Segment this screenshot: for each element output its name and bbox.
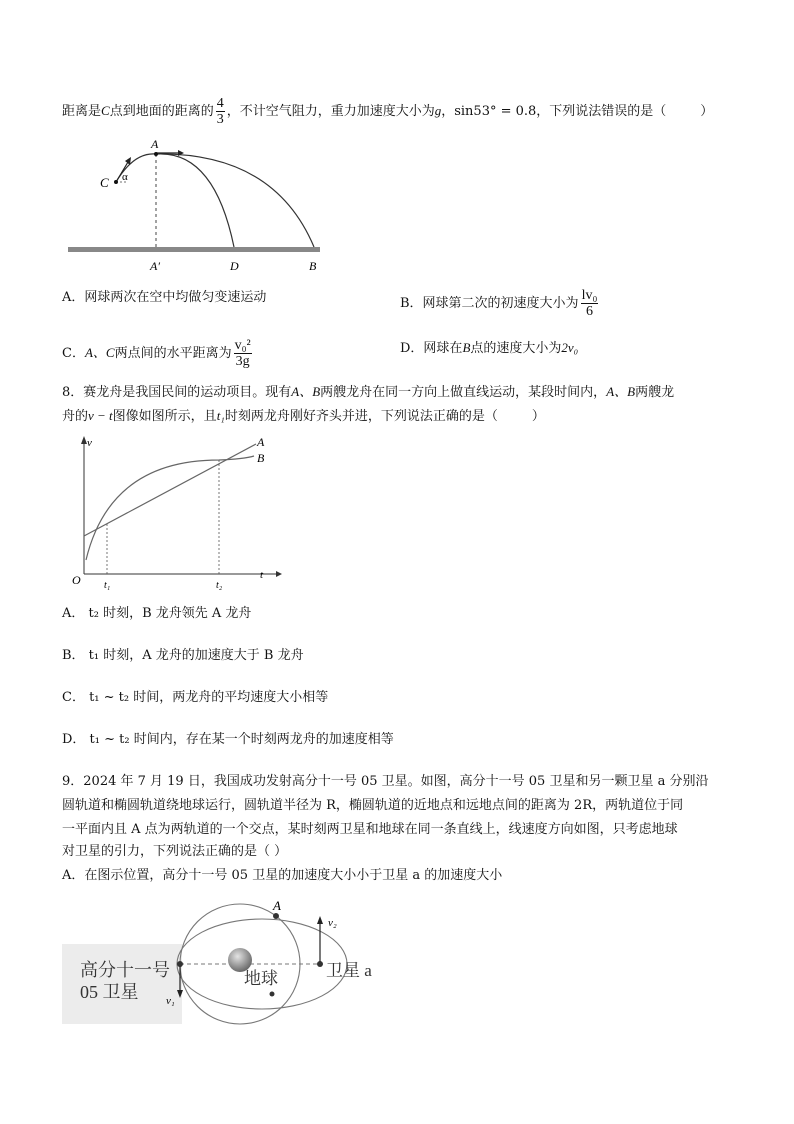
label-satellite-name-1: 高分十一号 [80,960,170,980]
fraction-4-3: $\frac{4}{3}$ [216,96,224,127]
q9-stem-line-1: 9．2024 年 7 月 19 日，我国成功发射高分十一号 05 卫星。如图，高分十一号 05 卫星和另一颗卫星 a 分别沿 [62,774,709,789]
q7-option-d: D．网球在B点的速度大小为2v₀ [400,340,579,356]
q9-stem-line-4: 对卫星的引力，下列说法正确的是（ ） [62,844,288,859]
arrow-head-icon [125,157,131,165]
q7-stem-line: 距离是C点到地面的距离的 $\frac{4}{3}$ ，不计空气阻力，重力加速度大小为g，sin53° = 0.8，下列说法错误的是（ ） [62,96,714,127]
q8-stem-line-1: 8．赛龙舟是我国民间的运动项目。现有A、B两艘龙舟在同一方向上做直线运动，某段时间内，A、B两艘龙 [62,384,675,400]
q7-trajectory-figure [64,132,324,274]
q9-orbit-figure [62,892,372,1032]
label-a: A [273,898,281,913]
label-c: C [100,175,109,190]
ground [68,247,320,252]
q8-stem-line-2: 舟的v − t图像如图所示，且t₁时刻两龙舟刚好齐头并进，下列说法正确的是（ ） [62,408,545,424]
q8-option-c: C． t₁ ~ t₂ 时间，两龙舟的平均速度大小相等 [62,690,329,705]
label-a: A [257,435,265,449]
label-earth: 地球 [244,969,278,988]
label-v: v [87,437,92,449]
line-a [84,444,256,536]
label-b: B [257,451,265,465]
label-alpha: α [122,171,128,183]
trajectory-a-to-b [156,154,314,247]
q9-stem-line-2: 圆轨道和椭圆轨道绕地球运行，圆轨道半径为 R，椭圆轨道的近地点和远地点间的距离为 2R，两轨道位于同 [62,798,684,813]
q8-option-a: A． t₂ 时刻，B 龙舟领先 A 龙舟 [62,606,252,621]
q7-option-a: A．网球两次在空中均做匀变速运动 [62,290,267,305]
q8-vt-graph [64,432,284,594]
label-d: D [230,259,239,273]
q9-option-a: A．在图示位置，高分十一号 05 卫星的加速度大小小于卫星 a 的加速度大小 [62,868,503,883]
label-t: t [260,569,264,581]
label-v2: v₂ [328,917,337,929]
point-a [154,152,158,156]
label-a: A [151,137,159,151]
label-v1: v₁ [166,995,175,1007]
fraction-option-c: $\frac{\text{v₀²}}{3g}$ [234,338,251,369]
label-b: B [309,259,317,273]
label-satellite-a: 卫星 a [326,961,372,980]
q7-option-b: B．网球第二次的初速度大小为 $\frac{\text{lv₀}}{6}$ [400,288,598,319]
orbit-point [270,992,275,997]
q7-option-c: C．A、C两点间的水平距离为 $\frac{\text{v₀²}}{3g}$ [62,338,251,369]
label-t1: t₁ [104,580,111,591]
fraction-option-b: $\frac{\text{lv₀}}{6}$ [581,288,598,319]
arrow-head-icon [317,916,323,924]
label-satellite-name-2: 05 卫星 [80,982,139,1002]
label-t2: t₂ [216,580,223,591]
curve-b [86,456,254,560]
point-a [273,913,279,919]
label-a-prime: A′ [150,259,160,273]
label-origin: O [72,573,81,587]
point-c [114,180,118,184]
q8-option-b: B． t₁ 时刻，A 龙舟的加速度大于 B 龙舟 [62,648,304,663]
q8-option-d: D． t₁ ~ t₂ 时间内，存在某一个时刻两龙舟的加速度相等 [62,732,394,747]
q9-stem-line-3: 一平面内且 A 点为两轨道的一个交点，某时刻两卫星和地球在同一条直线上，线速度方向如图，只考虑地球 [62,822,678,837]
trajectory-a-to-d [156,154,234,247]
axis-arrow-icon [276,571,282,577]
